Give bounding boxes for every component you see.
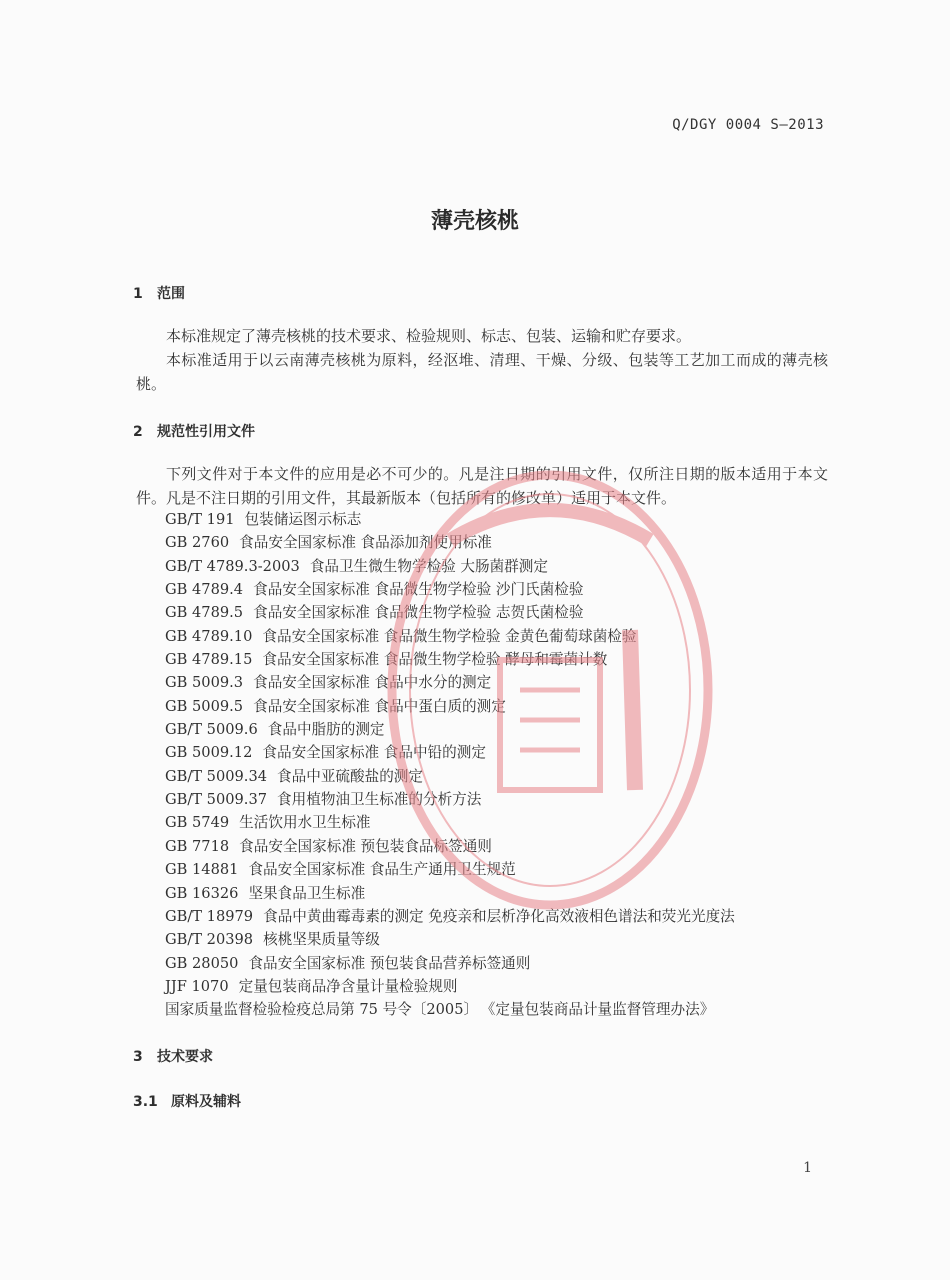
- reference-item: [165, 695, 805, 718]
- reference-item: [165, 835, 805, 858]
- reference-title: 食品卫生微生物学检验 大肠菌群测定: [309, 557, 548, 575]
- reference-item: [165, 858, 805, 881]
- scope-paragraph-2: 本标准适用于以云南薄壳核桃为原料，经沤堆、清理、干燥、分级、包装等工艺加工而成的薄壳核桃。: [136, 351, 828, 393]
- reference-code: GB 5009.12: [165, 744, 253, 762]
- reference-title: 食品安全国家标准 食品微生物学检验 金黄色葡萄球菌检验: [262, 627, 637, 645]
- section-1-heading: [133, 283, 185, 303]
- reference-title: 食品安全国家标准 食品微生物学检验 酵母和霉菌计数: [262, 651, 608, 669]
- reference-title: 食品安全国家标准 食品微生物学检验 沙门氏菌检验: [253, 581, 584, 599]
- reference-title: 核桃坚果质量等级: [263, 931, 380, 949]
- reference-title: 定量包装商品净含量计量检验规则: [238, 977, 458, 995]
- reference-title: 食品安全国家标准 食品中水分的测定: [253, 674, 492, 692]
- reference-code: GB/T 20398: [165, 931, 254, 949]
- reference-code: GB 14881: [165, 861, 239, 879]
- reference-code: GB 7718: [165, 837, 230, 855]
- reference-code: GB 5009.3: [165, 674, 244, 692]
- reference-item: [165, 882, 805, 905]
- section-number: 1: [133, 286, 143, 302]
- reference-code: GB 2760: [165, 534, 230, 552]
- reference-item: [165, 531, 805, 554]
- reference-code: GB 4789.10: [165, 627, 253, 645]
- section-title: 原料及辅料: [171, 1094, 241, 1110]
- reference-code: GB 4789.4: [165, 581, 244, 599]
- reference-code: GB/T 5009.37: [165, 791, 268, 809]
- reference-item: [165, 508, 805, 531]
- reference-item: [165, 928, 805, 951]
- reference-code: GB 28050: [165, 954, 239, 972]
- reference-item: [165, 671, 805, 694]
- reference-title: 食品安全国家标准 预包装食品标签通则: [239, 837, 492, 855]
- reference-code: GB/T 191: [165, 511, 235, 528]
- section-title: 规范性引用文件: [157, 424, 255, 440]
- reference-item: [165, 975, 805, 998]
- standard-code: Q/DGY 0004 S—2013: [672, 117, 824, 133]
- reference-code: GB 16326: [165, 884, 239, 902]
- reference-item: [165, 555, 805, 578]
- reference-item: [165, 648, 805, 671]
- reference-title: 食品安全国家标准 食品中铅的测定: [262, 744, 486, 762]
- reference-title: 食品中亚硫酸盐的测定: [277, 767, 423, 785]
- reference-code: GB/T 4789.3-2003: [165, 557, 300, 575]
- reference-title: 食品中脂肪的测定: [267, 721, 385, 739]
- reference-item: [165, 788, 805, 811]
- reference-title: 包装储运图示标志: [244, 511, 362, 528]
- reference-item: [165, 601, 805, 624]
- reference-title: 食品安全国家标准 食品中蛋白质的测定: [253, 697, 506, 715]
- reference-title: 食品安全国家标准 预包装食品营养标签通则: [248, 954, 531, 972]
- reference-title: 食品安全国家标准 食品微生物学检验 志贺氏菌检验: [253, 604, 584, 622]
- reference-item: [165, 952, 805, 975]
- reference-title: 食品安全国家标准 食品添加剂使用标准: [239, 534, 492, 552]
- reference-item: [165, 811, 805, 834]
- section-title: 范围: [157, 286, 185, 302]
- reference-list: [165, 508, 805, 1022]
- reference-item: [165, 578, 805, 601]
- reference-item: [165, 905, 805, 928]
- section-number: 3.1: [133, 1094, 158, 1110]
- references-intro: 下列文件对于本文件的应用是必不可少的。凡是注日期的引用文件，仅所注日期的版本适用于本文件。凡是不注日期的引用文件，其最新版本（包括所有的修改单）适用于本文件。: [136, 465, 828, 507]
- reference-title: 生活饮用水卫生标准: [239, 814, 371, 832]
- reference-title: 食用植物油卫生标准的分析方法: [277, 791, 482, 809]
- page-number: 1: [803, 1160, 812, 1176]
- section-title: 技术要求: [157, 1049, 213, 1065]
- reference-code: GB 4789.15: [165, 651, 253, 669]
- reference-code: GB/T 5009.34: [165, 767, 268, 785]
- document-title: 薄壳核桃: [430, 209, 519, 234]
- reference-title: 《定量包装商品计量监督管理办法》: [488, 1001, 715, 1019]
- reference-code: GB/T 18979: [165, 907, 254, 925]
- reference-code: 国家质量监督检验检疫总局第 75 号令〔2005〕: [165, 1001, 479, 1019]
- section-number: 2: [133, 424, 143, 440]
- reference-code: GB 5749: [165, 814, 230, 832]
- reference-item: [165, 625, 805, 648]
- reference-code: GB 5009.5: [165, 697, 244, 715]
- reference-title: 食品安全国家标准 食品生产通用卫生规范: [248, 861, 516, 879]
- reference-item: [165, 718, 805, 741]
- reference-item: [165, 998, 805, 1021]
- reference-title: 食品中黄曲霉毒素的测定 免疫亲和层析净化高效液相色谱法和荧光光度法: [263, 907, 735, 925]
- section-3-heading: [133, 1046, 213, 1066]
- reference-item: [165, 765, 805, 788]
- reference-code: GB/T 5009.6: [165, 721, 258, 739]
- reference-code: JJF 1070: [165, 977, 229, 995]
- section-3-1-heading: [133, 1091, 241, 1111]
- section-2-heading: [133, 421, 255, 441]
- reference-code: GB 4789.5: [165, 604, 244, 622]
- scope-paragraph-1: 本标准规定了薄壳核桃的技术要求、检验规则、标志、包装、运输和贮存要求。: [166, 327, 692, 345]
- reference-title: 坚果食品卫生标准: [248, 884, 366, 902]
- section-number: 3: [133, 1049, 143, 1065]
- reference-item: [165, 741, 805, 764]
